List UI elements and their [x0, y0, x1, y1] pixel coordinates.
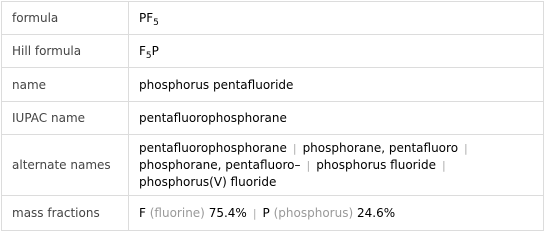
row-name: [2, 68, 544, 102]
alternate-names-value: [129, 135, 544, 196]
row-mass-fractions: [2, 196, 544, 231]
row-alternate-names: [2, 135, 544, 196]
iupac-name-value: pentafluorophosphorane: [129, 102, 544, 135]
formula-subscript: 5: [153, 18, 159, 28]
hill-formula-value: [129, 35, 544, 68]
formula-value: [129, 2, 544, 35]
separator: |: [252, 206, 257, 220]
iupac-name-label: IUPAC name: [2, 102, 129, 135]
alternate-name-4: phosphorus fluoride: [316, 158, 436, 172]
name-label: name: [2, 68, 129, 102]
mass-symbol-p: P: [262, 205, 270, 220]
formula-main: PF: [139, 11, 154, 25]
alternate-name-2: phosphorane, pentafluoro: [302, 141, 459, 155]
mass-fractions-label: mass fractions: [2, 196, 129, 231]
separator: |: [464, 142, 468, 155]
row-formula: [2, 2, 544, 35]
mass-fractions-value: [129, 196, 544, 231]
name-value: phosphorus pentafluoride: [129, 68, 544, 102]
alternate-name-3: phosphorane, pentafluoro–: [139, 158, 301, 172]
row-iupac-name: [2, 102, 544, 135]
separator: |: [306, 159, 311, 172]
row-hill-formula: [2, 35, 544, 68]
mass-element-f: (fluorine): [149, 205, 205, 220]
alternate-name-1: pentafluorophosphorane: [139, 141, 287, 155]
alternate-names-label: alternate names: [2, 135, 129, 196]
hill-formula-label: Hill formula: [2, 35, 129, 68]
hill-p: P: [151, 44, 159, 58]
separator: |: [292, 142, 297, 155]
hill-subscript: 5: [145, 51, 152, 61]
formula-label: formula: [2, 2, 129, 35]
alternate-name-5: phosphorus(V) fluoride: [139, 175, 277, 189]
mass-element-p: (phosphorus): [273, 205, 354, 220]
mass-value-f: 75.4%: [208, 205, 247, 220]
separator: |: [441, 159, 446, 172]
mass-symbol-f: F: [139, 205, 146, 220]
hill-f: F: [139, 44, 146, 58]
properties-table: [1, 1, 544, 231]
mass-value-p: 24.6%: [356, 205, 396, 220]
